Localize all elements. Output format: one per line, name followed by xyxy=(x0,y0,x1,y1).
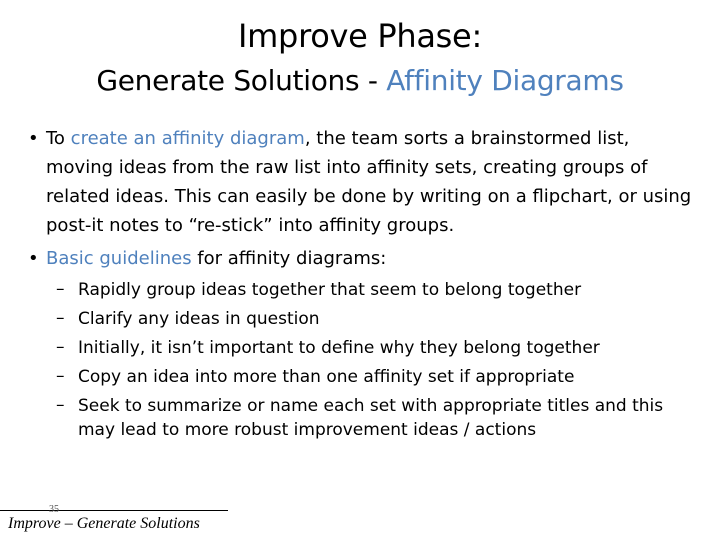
guideline-text: Seek to summarize or name each set with appropriate titles and this may lead to more robust improvement ideas / actions xyxy=(78,396,664,440)
slide-subtitle xyxy=(0,62,720,100)
guideline-text: Rapidly group ideas together that seem to belong together xyxy=(78,280,582,300)
bullet-accent: create an affinity diagram xyxy=(70,128,305,149)
bullet-basic-guidelines xyxy=(28,244,698,273)
dash-marker: – xyxy=(56,366,65,386)
footer-divider xyxy=(0,510,228,511)
guideline-item xyxy=(56,391,696,442)
guideline-text: Initially, it isn’t important to define why they belong together xyxy=(78,338,600,358)
guideline-item xyxy=(56,275,696,302)
bullet-text xyxy=(46,124,698,240)
bullet-lead: To xyxy=(46,128,71,149)
bullet-marker: • xyxy=(28,128,39,149)
subtitle-accent: Affinity Diagrams xyxy=(386,64,624,97)
subtitle-prefix: Generate Solutions - xyxy=(96,64,387,97)
bullet-rest: , the team sorts a brainstormed list, moving ideas from the raw list into affinity sets, creating groups of related ideas. This can easily be done by writing on a flipchart, or using post-it notes to “re-stick” into affinity groups. xyxy=(46,128,692,236)
guideline-item xyxy=(56,362,696,389)
dash-marker: – xyxy=(56,337,65,357)
guideline-item xyxy=(56,304,696,331)
bullet-marker: • xyxy=(28,248,39,269)
dash-marker: – xyxy=(56,395,65,415)
dash-marker: – xyxy=(56,308,65,328)
bullet-accent: Basic guidelines xyxy=(46,248,192,269)
slide-title: Improve Phase: xyxy=(238,17,482,55)
bullet-create-affinity xyxy=(28,124,698,240)
bullet-rest: for affinity diagrams: xyxy=(191,248,387,269)
guideline-item xyxy=(56,333,696,360)
footer-text: Improve – Generate Solutions xyxy=(8,515,200,532)
page-number: 35 xyxy=(49,504,59,515)
guideline-text: Copy an idea into more than one affinity set if appropriate xyxy=(78,367,575,387)
guideline-text: Clarify any ideas in question xyxy=(78,309,320,329)
dash-marker: – xyxy=(56,279,65,299)
bullet-text xyxy=(46,244,698,273)
